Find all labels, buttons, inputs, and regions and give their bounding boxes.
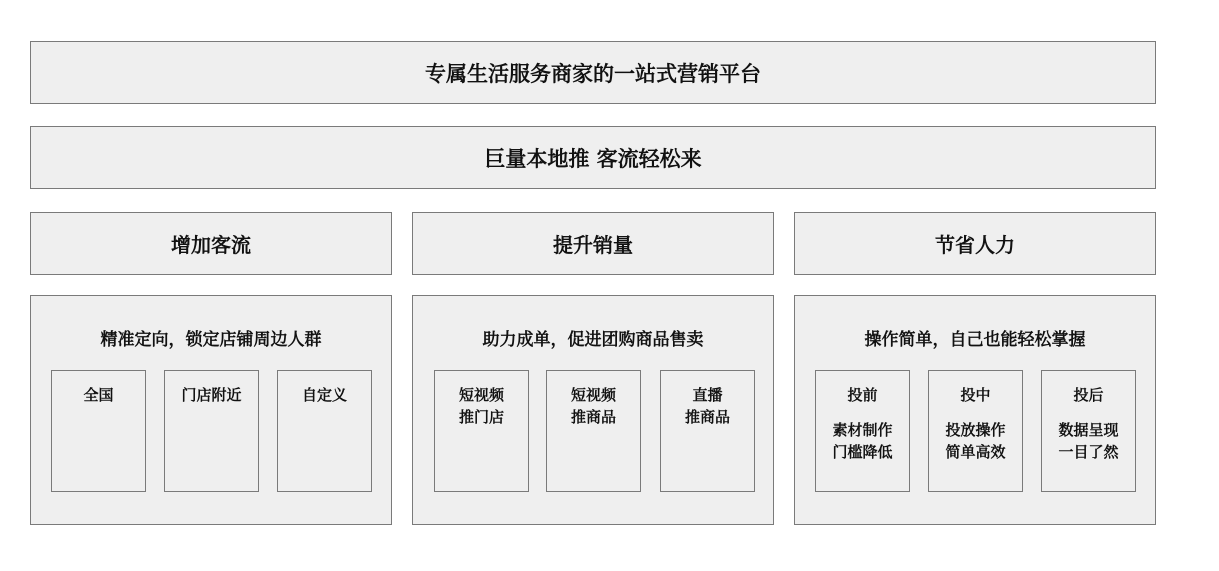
column-heading-save-labor: 节省人力 (794, 212, 1156, 275)
card-post-launch: 投后 数据呈现 一目了然 (1041, 370, 1136, 492)
column-heading-boost-sales: 提升销量 (412, 212, 774, 275)
card-short-video-product: 短视频 推商品 (546, 370, 641, 492)
card-pre-launch: 投前 素材制作 门槛降低 (815, 370, 910, 492)
card-near-store: 门店附近 (164, 370, 259, 492)
column-body-increase-traffic (30, 295, 392, 525)
column-subtitle: 助力成单，促进团购商品售卖 (482, 330, 704, 350)
slogan-bar (30, 126, 1156, 189)
card-mid-launch: 投中 投放操作 简单高效 (928, 370, 1023, 492)
card-nationwide: 全国 (51, 370, 146, 492)
card-live-product: 直播 推商品 (660, 370, 755, 492)
column-subtitle: 精准定向，锁定店铺周边人群 (100, 330, 322, 350)
slogan-text: 巨量本地推 客流轻松来 (484, 146, 702, 171)
column-heading-increase-traffic: 增加客流 (30, 212, 392, 275)
column-subtitle: 操作简单，自己也能轻松掌握 (864, 330, 1086, 350)
platform-title: 专属生活服务商家的一站式营销平台 (425, 61, 761, 86)
card-short-video-store: 短视频 推门店 (434, 370, 529, 492)
column-body-save-labor (794, 295, 1156, 525)
card-custom: 自定义 (277, 370, 372, 492)
platform-title-bar (30, 41, 1156, 104)
column-body-boost-sales (412, 295, 774, 525)
